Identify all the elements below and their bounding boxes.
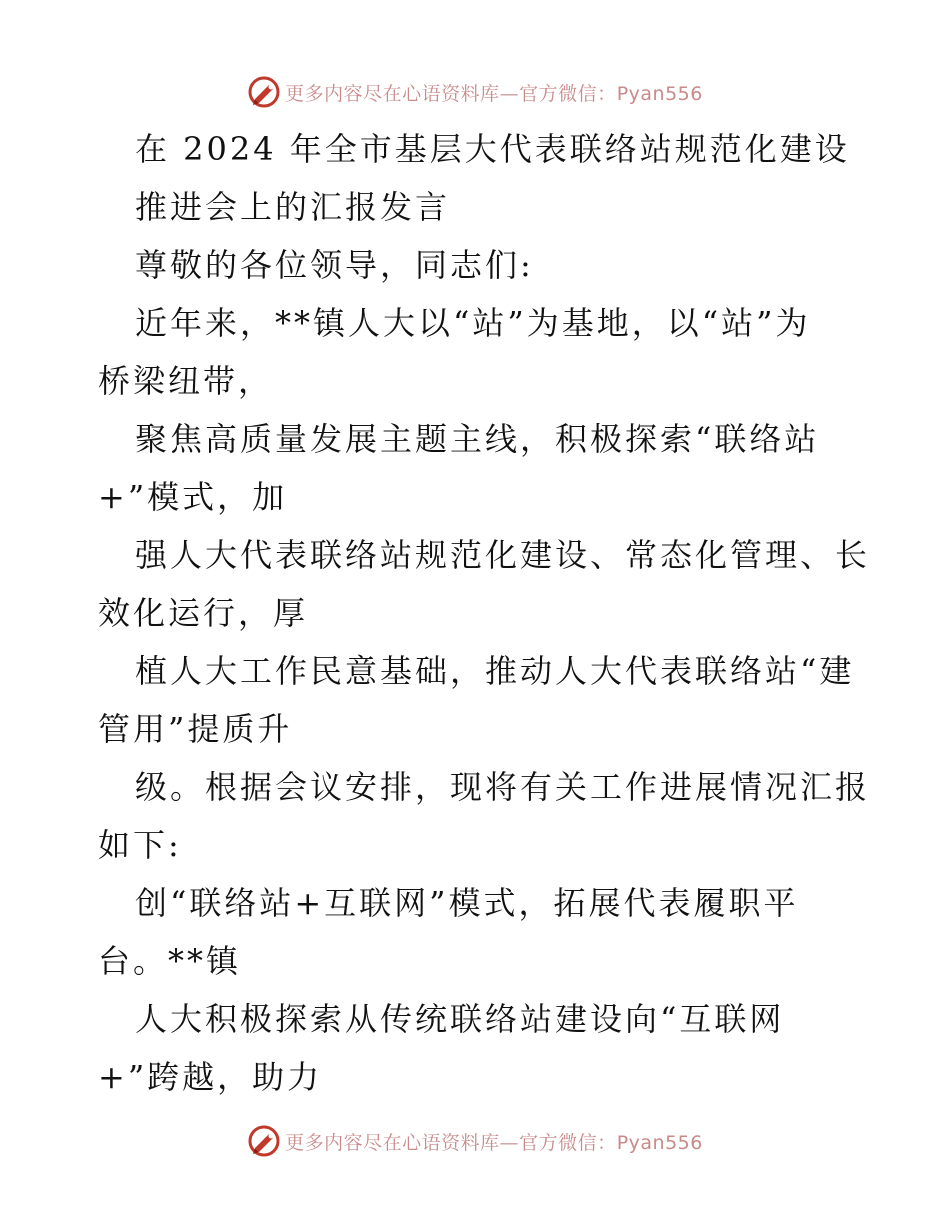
text-line: 桥梁纽带， bbox=[98, 362, 274, 400]
text-line: 尊敬的各位领导，同志们: bbox=[135, 246, 534, 284]
watermark-footer bbox=[0, 1121, 950, 1161]
watermark-dash: — bbox=[499, 82, 520, 105]
text-line: 效化运行，厚 bbox=[98, 594, 309, 632]
text-line: 如下: bbox=[98, 826, 182, 864]
watermark-wechat-id: Pyan556 bbox=[616, 1131, 703, 1154]
watermark-main-text: 更多内容尽在心语资料库 bbox=[285, 1131, 500, 1154]
document-body bbox=[98, 120, 871, 1106]
text-line: 植人大工作民意基础，推动人大代表联络站“建 bbox=[135, 652, 855, 690]
watermark-wechat-label: 官方微信： bbox=[519, 1131, 617, 1154]
text-line: 管用”提质升 bbox=[98, 710, 293, 748]
watermark-header bbox=[0, 72, 950, 112]
text-line: 聚焦高质量发展主题主线，积极探索“联络站 bbox=[135, 420, 820, 458]
text-line: 近年来，**镇人大以“站”为基地，以“站”为 bbox=[135, 304, 811, 342]
pen-logo-icon bbox=[247, 1124, 281, 1158]
pen-logo-icon bbox=[247, 75, 281, 109]
watermark-dash: — bbox=[499, 1131, 520, 1154]
text-line: 级。根据会议安排，现将有关工作进展情况汇报 bbox=[135, 768, 871, 806]
watermark-main-text: 更多内容尽在心语资料库 bbox=[285, 82, 500, 105]
text-line: 人大积极探索从传统联络站建设向“互联网 bbox=[135, 1000, 785, 1038]
text-line: +”模式，加 bbox=[98, 478, 288, 516]
text-line: 在 2024 年全市基层大代表联络站规范化建设 bbox=[135, 130, 850, 168]
text-line: 台。**镇 bbox=[98, 942, 242, 980]
text-line: 强人大代表联络站规范化建设、常态化管理、长 bbox=[135, 536, 871, 574]
watermark-wechat-label: 官方微信： bbox=[519, 82, 617, 105]
text-line: 推进会上的汇报发言 bbox=[135, 188, 451, 226]
text-line: 创“联络站+互联网”模式，拓展代表履职平 bbox=[135, 884, 799, 922]
text-line: +”跨越，助力 bbox=[98, 1058, 323, 1096]
watermark-wechat-id: Pyan556 bbox=[616, 82, 703, 105]
